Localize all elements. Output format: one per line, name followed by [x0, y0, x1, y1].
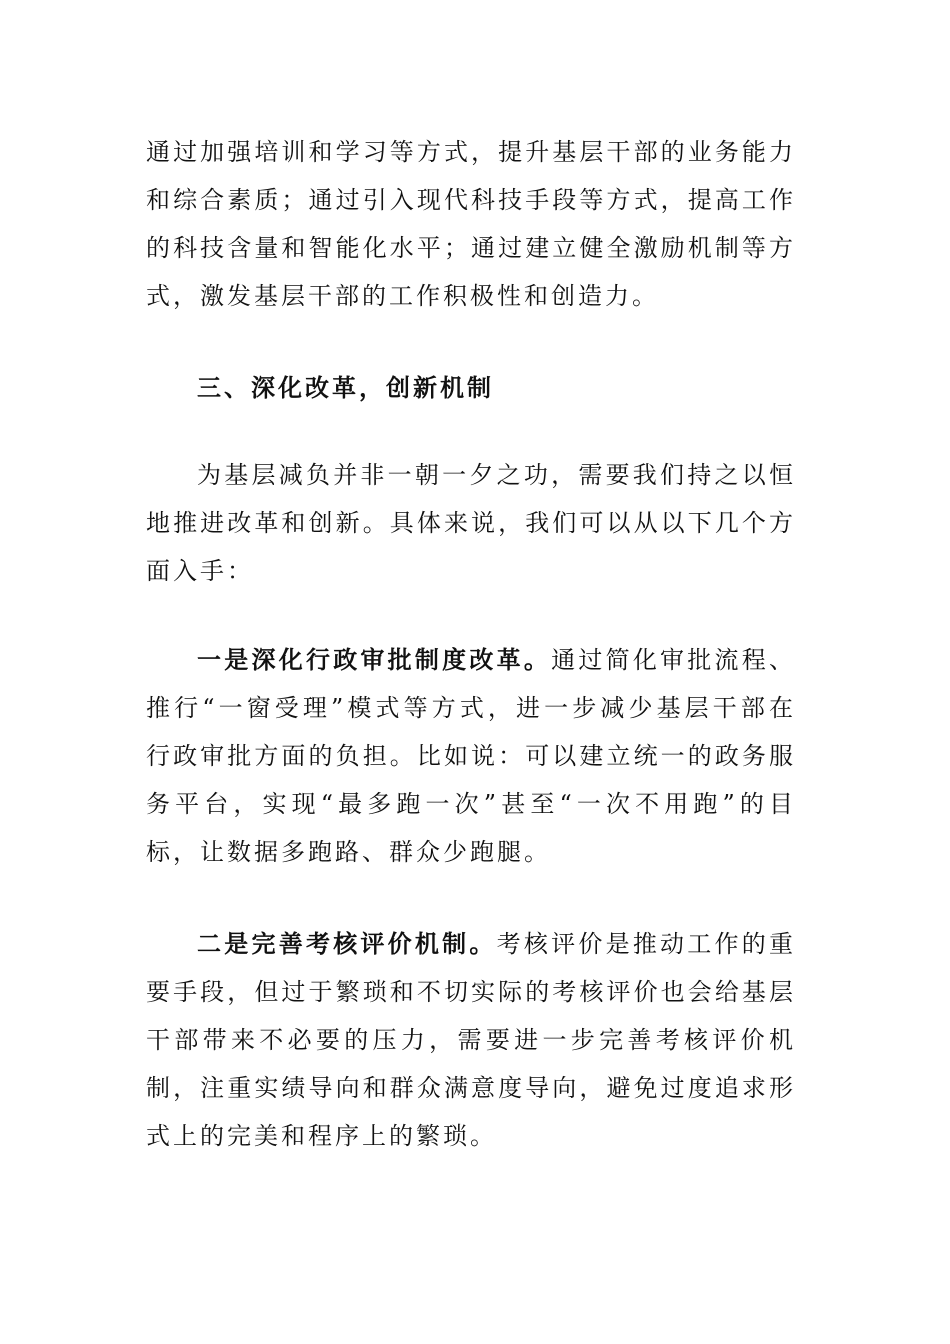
- paragraph-intro: 为基层减负并非一朝一夕之功，需要我们持之以恒地推进改革和创新。具体来说，我们可以从以下几个方面入手：: [146, 461, 796, 585]
- item-2-body: 考核评价是推动工作的重要手段，但过于繁琐和不切实际的考核评价也会给基层干部带来不必要的压力，需要进一步完善考核评价机制，注重实绩导向和群众满意度导向，避免过度追求形式上的完美和程序上的繁琐。: [146, 930, 797, 1150]
- paragraph-continuation: 通过加强培训和学习等方式，提升基层干部的业务能力和综合素质；通过引入现代科技手段等方式，提高工作的科技含量和智能化水平；通过建立健全激励机制等方式，激发基层干部的工作积极性和创造力。: [146, 138, 796, 310]
- item-2-lead: 二是完善考核评价机制。: [197, 929, 497, 958]
- paragraph-item-1: [146, 636, 796, 876]
- paragraph-item-2: [146, 920, 796, 1160]
- item-1-body: 通过简化审批流程、推行“一窗受理”模式等方式，进一步减少基层干部在行政审批方面的负担。比如说：可以建立统一的政务服务平台，实现“最多跑一次”甚至“一次不用跑”的目标，让数据多跑路、群众少跑腿。: [146, 646, 797, 866]
- section-heading: 三、深化改革，创新机制: [197, 373, 494, 402]
- item-1-lead: 一是深化行政审批制度改革。: [197, 645, 552, 674]
